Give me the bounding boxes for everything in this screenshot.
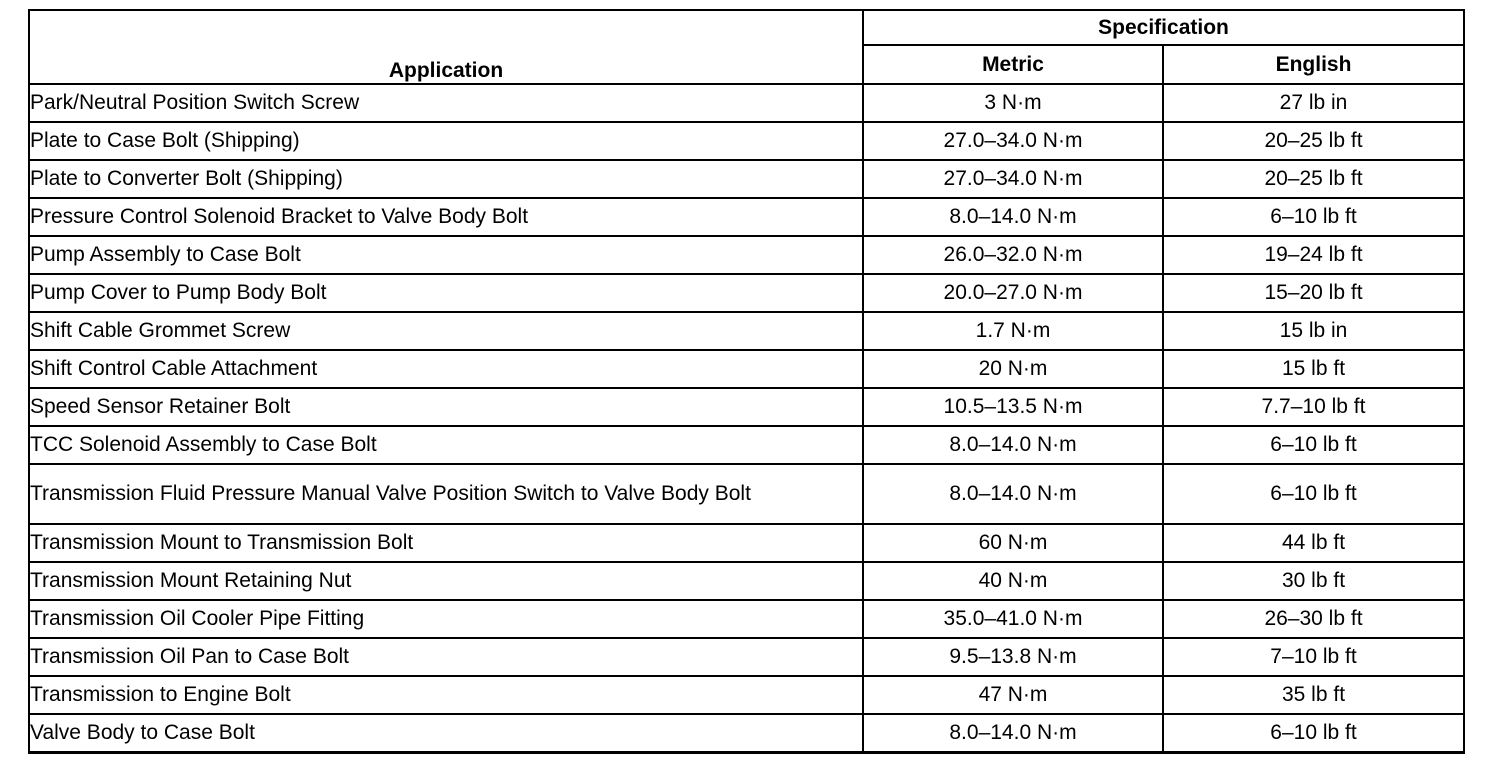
table-row (29, 388, 1464, 426)
english-cell: 35 lb ft (1163, 676, 1464, 714)
application-cell: Transmission Mount to Transmission Bolt (29, 524, 863, 562)
metric-cell: 27.0–34.0 N·m (863, 122, 1163, 160)
application-cell: Valve Body to Case Bolt (29, 714, 863, 753)
metric-cell: 8.0–14.0 N·m (863, 426, 1163, 464)
table-header (29, 10, 1464, 84)
metric-cell: 9.5–13.8 N·m (863, 638, 1163, 676)
english-cell: 19–24 lb ft (1163, 236, 1464, 274)
table-row (29, 122, 1464, 160)
table-row (29, 714, 1464, 753)
application-cell: Shift Control Cable Attachment (29, 350, 863, 388)
application-cell: Plate to Converter Bolt (Shipping) (29, 160, 863, 198)
english-cell: 6–10 lb ft (1163, 198, 1464, 236)
english-cell: 6–10 lb ft (1163, 714, 1464, 753)
english-cell: 44 lb ft (1163, 524, 1464, 562)
application-cell: Plate to Case Bolt (Shipping) (29, 122, 863, 160)
application-cell: Transmission Oil Pan to Case Bolt (29, 638, 863, 676)
application-cell: TCC Solenoid Assembly to Case Bolt (29, 426, 863, 464)
application-cell: Transmission to Engine Bolt (29, 676, 863, 714)
metric-cell: 60 N·m (863, 524, 1163, 562)
metric-header: Metric (863, 45, 1163, 84)
english-cell: 15–20 lb ft (1163, 274, 1464, 312)
metric-cell: 3 N·m (863, 84, 1163, 122)
metric-cell: 47 N·m (863, 676, 1163, 714)
table-row (29, 198, 1464, 236)
metric-cell: 27.0–34.0 N·m (863, 160, 1163, 198)
metric-cell: 20.0–27.0 N·m (863, 274, 1163, 312)
metric-cell: 35.0–41.0 N·m (863, 600, 1163, 638)
application-cell: Pressure Control Solenoid Bracket to Valve Body Bolt (29, 198, 863, 236)
metric-cell: 20 N·m (863, 350, 1163, 388)
application-cell: Shift Cable Grommet Screw (29, 312, 863, 350)
application-cell: Pump Cover to Pump Body Bolt (29, 274, 863, 312)
application-cell: Transmission Fluid Pressure Manual Valve Position Switch to Valve Body Bolt (29, 464, 863, 524)
specification-table (28, 9, 1465, 754)
english-cell: 7.7–10 lb ft (1163, 388, 1464, 426)
table-body (29, 84, 1464, 753)
specification-header: Specification (863, 10, 1464, 45)
table-row (29, 160, 1464, 198)
english-cell: 6–10 lb ft (1163, 426, 1464, 464)
metric-cell: 10.5–13.5 N·m (863, 388, 1163, 426)
application-cell: Transmission Mount Retaining Nut (29, 562, 863, 600)
table-row (29, 312, 1464, 350)
english-cell: 27 lb in (1163, 84, 1464, 122)
table-row (29, 464, 1464, 524)
english-cell: 30 lb ft (1163, 562, 1464, 600)
metric-cell: 1.7 N·m (863, 312, 1163, 350)
english-cell: 15 lb in (1163, 312, 1464, 350)
english-cell: 20–25 lb ft (1163, 122, 1464, 160)
english-cell: 7–10 lb ft (1163, 638, 1464, 676)
table-row (29, 84, 1464, 122)
header-row-top (29, 10, 1464, 45)
application-cell: Park/Neutral Position Switch Screw (29, 84, 863, 122)
english-cell: 15 lb ft (1163, 350, 1464, 388)
application-cell: Pump Assembly to Case Bolt (29, 236, 863, 274)
table-row (29, 600, 1464, 638)
metric-cell: 8.0–14.0 N·m (863, 198, 1163, 236)
table-row (29, 562, 1464, 600)
metric-cell: 26.0–32.0 N·m (863, 236, 1163, 274)
metric-cell: 8.0–14.0 N·m (863, 714, 1163, 753)
metric-cell: 40 N·m (863, 562, 1163, 600)
application-header: Application (29, 10, 863, 84)
english-header: English (1163, 45, 1464, 84)
table-row (29, 676, 1464, 714)
english-cell: 26–30 lb ft (1163, 600, 1464, 638)
metric-cell: 8.0–14.0 N·m (863, 464, 1163, 524)
english-cell: 20–25 lb ft (1163, 160, 1464, 198)
application-cell: Speed Sensor Retainer Bolt (29, 388, 863, 426)
application-cell: Transmission Oil Cooler Pipe Fitting (29, 600, 863, 638)
english-cell: 6–10 lb ft (1163, 464, 1464, 524)
table-row (29, 638, 1464, 676)
table-row (29, 236, 1464, 274)
table-row (29, 524, 1464, 562)
table-row (29, 426, 1464, 464)
table-row (29, 274, 1464, 312)
table-row (29, 350, 1464, 388)
